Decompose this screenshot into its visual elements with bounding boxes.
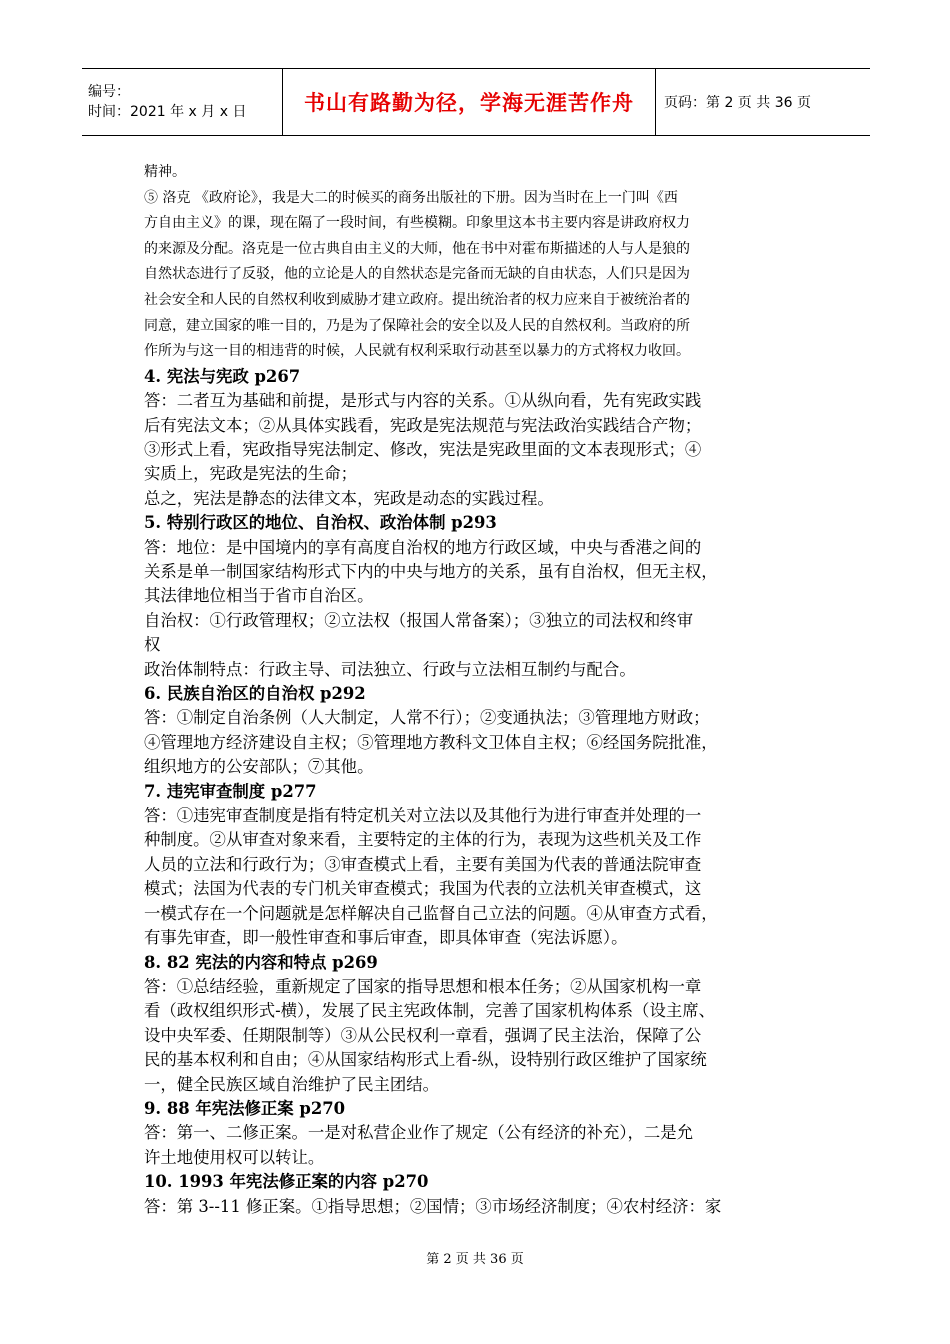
page-header — [82, 68, 870, 136]
answer-line: 答：第一、二修正案。一是对私营企业作了规定（公有经济的补充），二是允 — [144, 1123, 694, 1143]
answer-line: 总之，宪法是静态的法律文本，宪政是动态的实践过程。 — [144, 488, 554, 508]
intro-line: 作所为与这一目的相违背的时候，人民就有权利采取行动甚至以暴力的方式将权力收回。 — [144, 343, 690, 360]
section-heading: 5. 特别行政区的地位、自治权、政治体制 p293 — [144, 513, 497, 533]
answer-line: ③形式上看，宪政指导宪法制定、修改，宪法是宪政里面的文本表现形式；④ — [144, 439, 702, 459]
answer-line: 政治体制特点：行政主导、司法独立、行政与立法相互制约与配合。 — [144, 659, 636, 679]
answer-line: 实质上，宪政是宪法的生命； — [144, 464, 358, 484]
section-special-administrative-region — [144, 511, 824, 682]
section-heading: 10. 1993 年宪法修正案的内容 p270 — [144, 1172, 429, 1192]
section-ethnic-autonomous-region — [144, 682, 824, 780]
qa-sections — [144, 365, 824, 1219]
answer-line: ④管理地方经济建设自主权；⑤管理地方教科文卫体自主权；⑥经国务院批准， — [144, 732, 718, 752]
answer-line: 自治权：①行政管理权；②立法权（报国人常备案）；③独立的司法权和终审 — [144, 610, 694, 630]
section-1988-amendment — [144, 1097, 824, 1170]
answer-line: 答：二者互为基础和前提，是形式与内容的关系。①从纵向看，先有宪政实践 — [144, 391, 702, 411]
intro-line: ⑤ 洛克 《政府论》，我是大二的时候买的商务出版社的下册。因为当时在上一门叫《西 — [144, 189, 678, 206]
section-constitutional-review — [144, 780, 824, 951]
section-1993-amendment — [144, 1170, 824, 1219]
intro-line: 社会安全和人民的自然权利收到威胁才建立政府。提出统治者的权力应来自于被统治者的 — [144, 291, 690, 308]
answer-line: 其法律地位相当于省市自治区。 — [144, 586, 374, 606]
section-1982-constitution — [144, 951, 824, 1097]
answer-line: 一模式存在一个问题就是怎样解决自己监督自己立法的问题。④从审查方式看， — [144, 903, 718, 923]
answer-line: 民的基本权利和自由；④从国家结构形式上看-纵，设特别行政区维护了国家统 — [144, 1050, 707, 1070]
answer-line: 设中央军委、任期限制等）③从公民权利一章看，强调了民主法治，保障了公 — [144, 1025, 702, 1045]
answer-line: 答：①制定自治条例（人大制定，人常不行）；②变通执法；③管理地方财政； — [144, 708, 710, 728]
document-number-label: 编号： — [88, 84, 130, 100]
section-heading: 6. 民族自治区的自治权 p292 — [144, 684, 366, 704]
document-date: 时间：2021 年 x 月 x 日 — [88, 104, 247, 120]
header-page-cell — [656, 69, 870, 135]
answer-line: 答：①总结经验，重新规定了国家的指导思想和根本任务；②从国家机构一章 — [144, 976, 702, 996]
intro-line: 精神。 — [144, 164, 186, 180]
answer-line: 种制度。②从审查对象来看，主要特定的主体的行为，表现为这些机关及工作 — [144, 830, 702, 850]
intro-paragraph — [144, 160, 824, 365]
section-heading: 9. 88 年宪法修正案 p270 — [144, 1098, 346, 1118]
answer-line: 后有宪法文本；②从具体实践看，宪政是宪法规范与宪法政治实践结合产物； — [144, 415, 702, 435]
answer-line: 答：①违宪审查制度是指有特定机关对立法以及其他行为进行审查并处理的一 — [144, 806, 702, 826]
answer-line: 权 — [144, 635, 161, 655]
answer-line: 答：第 3--11 修正案。①指导思想；②国情；③市场经济制度；④农村经济：家 — [144, 1196, 722, 1216]
answer-line: 答：地位：是中国境内的享有高度自治权的地方行政区域，中央与香港之间的 — [144, 537, 702, 557]
header-motto-cell — [282, 69, 656, 135]
document-body — [144, 160, 824, 1219]
page-number-info: 页码：第 2 页 共 36 页 — [664, 95, 811, 111]
answer-line: 许土地使用权可以转让。 — [144, 1147, 325, 1167]
answer-line: 有事先审查，即一般性审查和事后审查，即具体审查（宪法诉愿）。 — [144, 928, 628, 948]
section-heading: 4. 宪法与宪政 p267 — [144, 366, 301, 386]
page-footer: 第 2 页 共 36 页 — [426, 1252, 524, 1267]
section-heading: 7. 违宪审查制度 p277 — [144, 781, 317, 801]
answer-line: 组织地方的公安部队；⑦其他。 — [144, 757, 374, 777]
intro-line: 的来源及分配。洛克是一位古典自由主义的大师，他在书中对霍布斯描述的人与人是狼的 — [144, 240, 690, 257]
header-motto: 书山有路勤为径，学海无涯苦作舟 — [304, 91, 634, 115]
section-constitution-and-constitutionalism — [144, 365, 824, 511]
intro-line: 同意，建立国家的唯一目的，乃是为了保障社会的安全以及人民的自然权利。当政府的所 — [144, 317, 690, 334]
section-heading: 8. 82 宪法的内容和特点 p269 — [144, 952, 378, 972]
intro-line: 自然状态进行了反驳，他的立论是人的自然状态是完备而无缺的自由状态，人们只是因为 — [144, 266, 690, 283]
answer-line: 一，健全民族区域自治维护了民主团结。 — [144, 1074, 440, 1094]
answer-line: 关系是单一制国家结构形式下内的中央与地方的关系，虽有自治权，但无主权， — [144, 562, 718, 581]
answer-line: 人员的立法和行政行为；③审查模式上看，主要有美国为代表的普通法院审查 — [144, 854, 702, 874]
header-meta — [82, 69, 282, 135]
answer-line: 看（政权组织形式-横），发展了民主宪政体制，完善了国家机构体系（设主席、 — [144, 1001, 716, 1021]
answer-line: 模式；法国为代表的专门机关审查模式；我国为代表的立法机关审查模式，这 — [144, 879, 702, 899]
intro-line: 方自由主义》的课，现在隔了一段时间，有些模糊。印象里这本书主要内容是讲政府权力 — [144, 215, 690, 232]
